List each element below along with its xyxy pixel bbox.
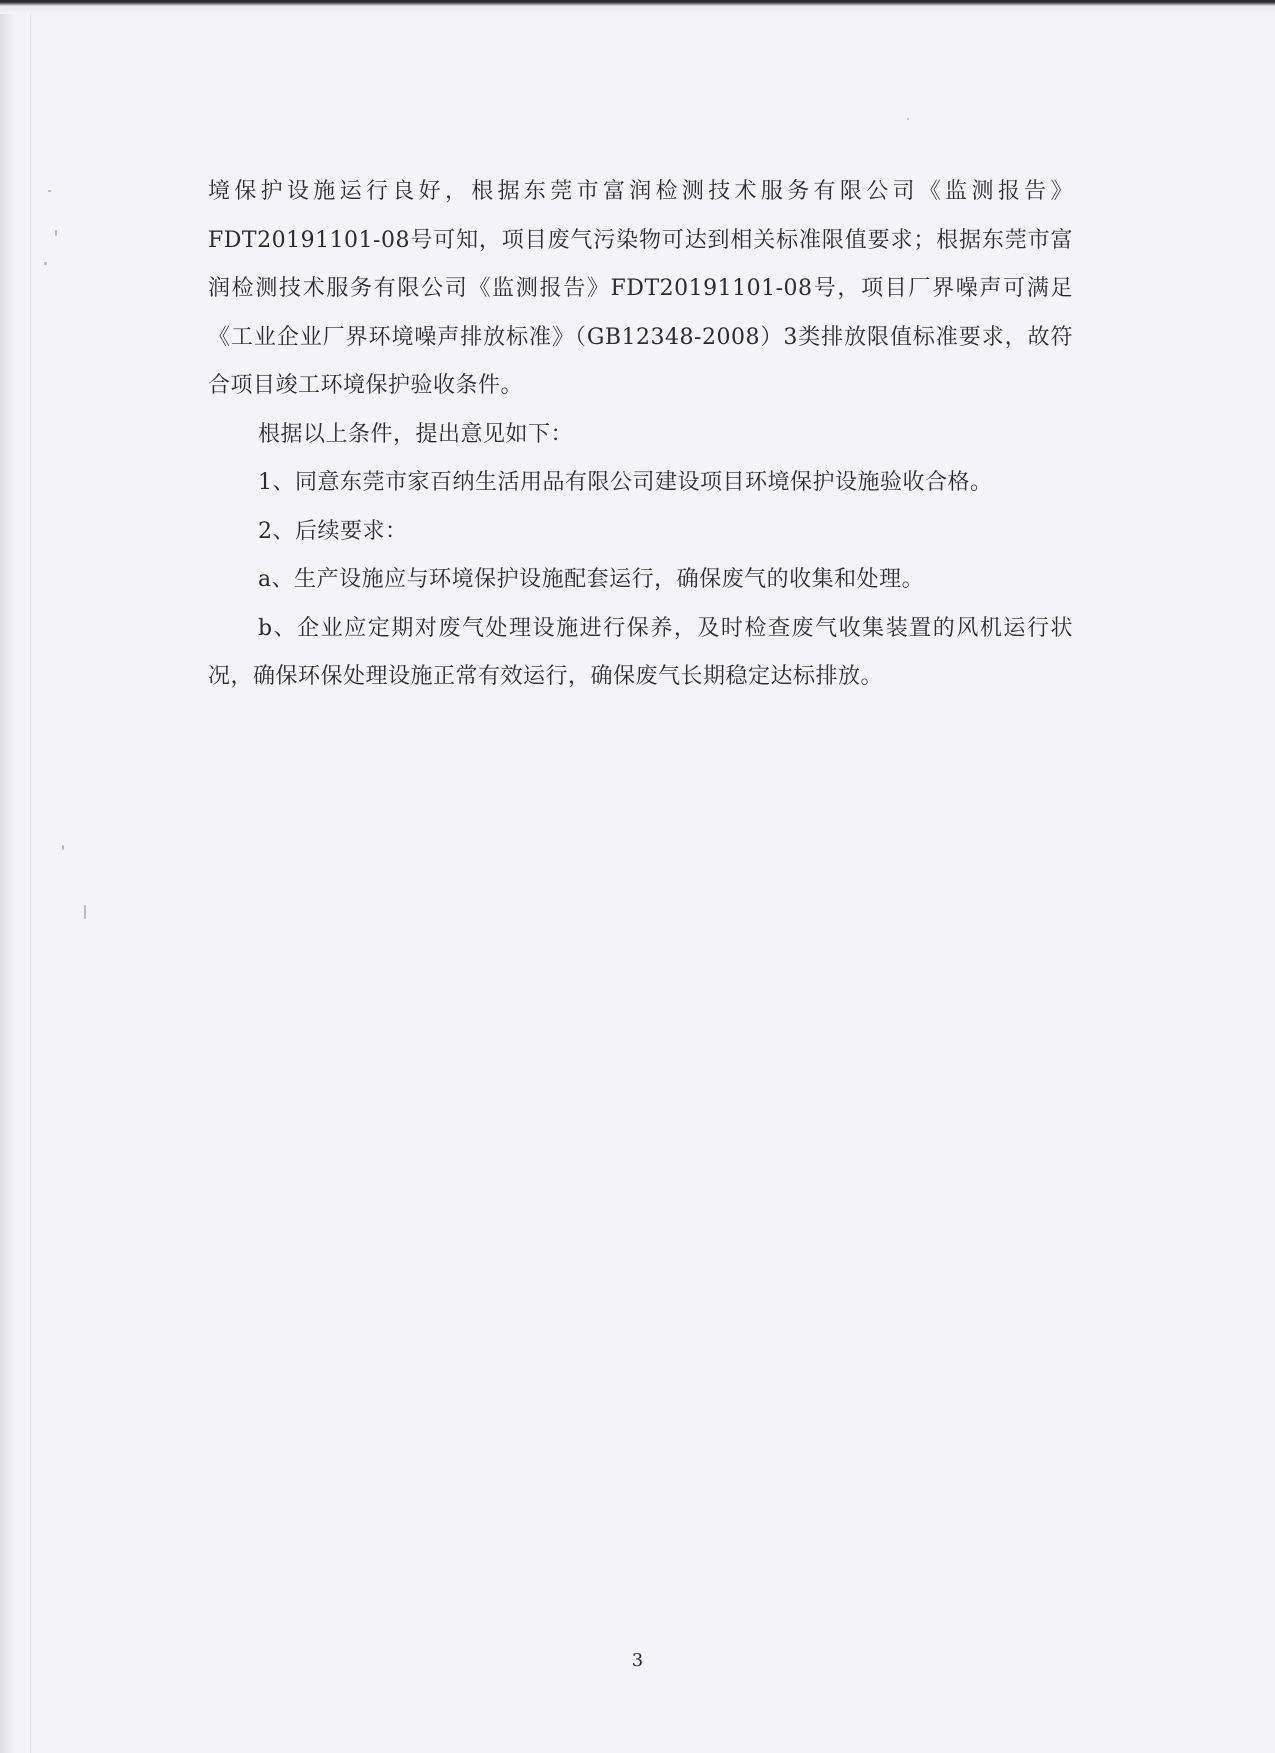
- scan-speck: [55, 230, 57, 236]
- paragraph-opinion-intro: 根据以上条件，提出意见如下：: [258, 421, 574, 447]
- scan-speck: [907, 118, 909, 120]
- scan-left-edge: [0, 0, 18, 1753]
- paragraph-item-a: a、生产设施应与环境保护设施配套运行，确保废气的收集和处理。: [258, 567, 925, 592]
- scan-speck: [62, 845, 64, 850]
- paragraph-item-b: b、企业应定期对废气处理设施进行保养，及时检查废气收集装置的风机运行状况，确保环保处理设施正常有效运行，确保废气长期稳定达标排放。: [208, 615, 1073, 689]
- page-number: 3: [631, 1650, 644, 1671]
- scan-speck: [84, 905, 86, 919]
- paragraph-item-1: 1、同意东莞市家百纳生活用品有限公司建设项目环境保护设施验收合格。: [258, 470, 993, 495]
- paragraph-item-2: 2、后续要求：: [258, 518, 408, 544]
- paragraph-compliance: 境保护设施运行良好，根据东莞市富润检测技术服务有限公司《监测报告》FDT20191101-08号可知，项目废气污染物可达到相关标准限值要求；根据东莞市富润检测技术服务有限公司《监测报告》FDT20191101-08号，项目厂界噪声可满足《工业企业厂界环境噪声排放标准》（GB12348-2008）3类排放限值标准要求，故符合项目竣工环境保护验收条件。: [208, 179, 1073, 398]
- scan-speck: [44, 262, 47, 265]
- scan-speck: [48, 190, 51, 192]
- scan-top-edge: [0, 0, 1275, 14]
- document-body: [208, 168, 1073, 702]
